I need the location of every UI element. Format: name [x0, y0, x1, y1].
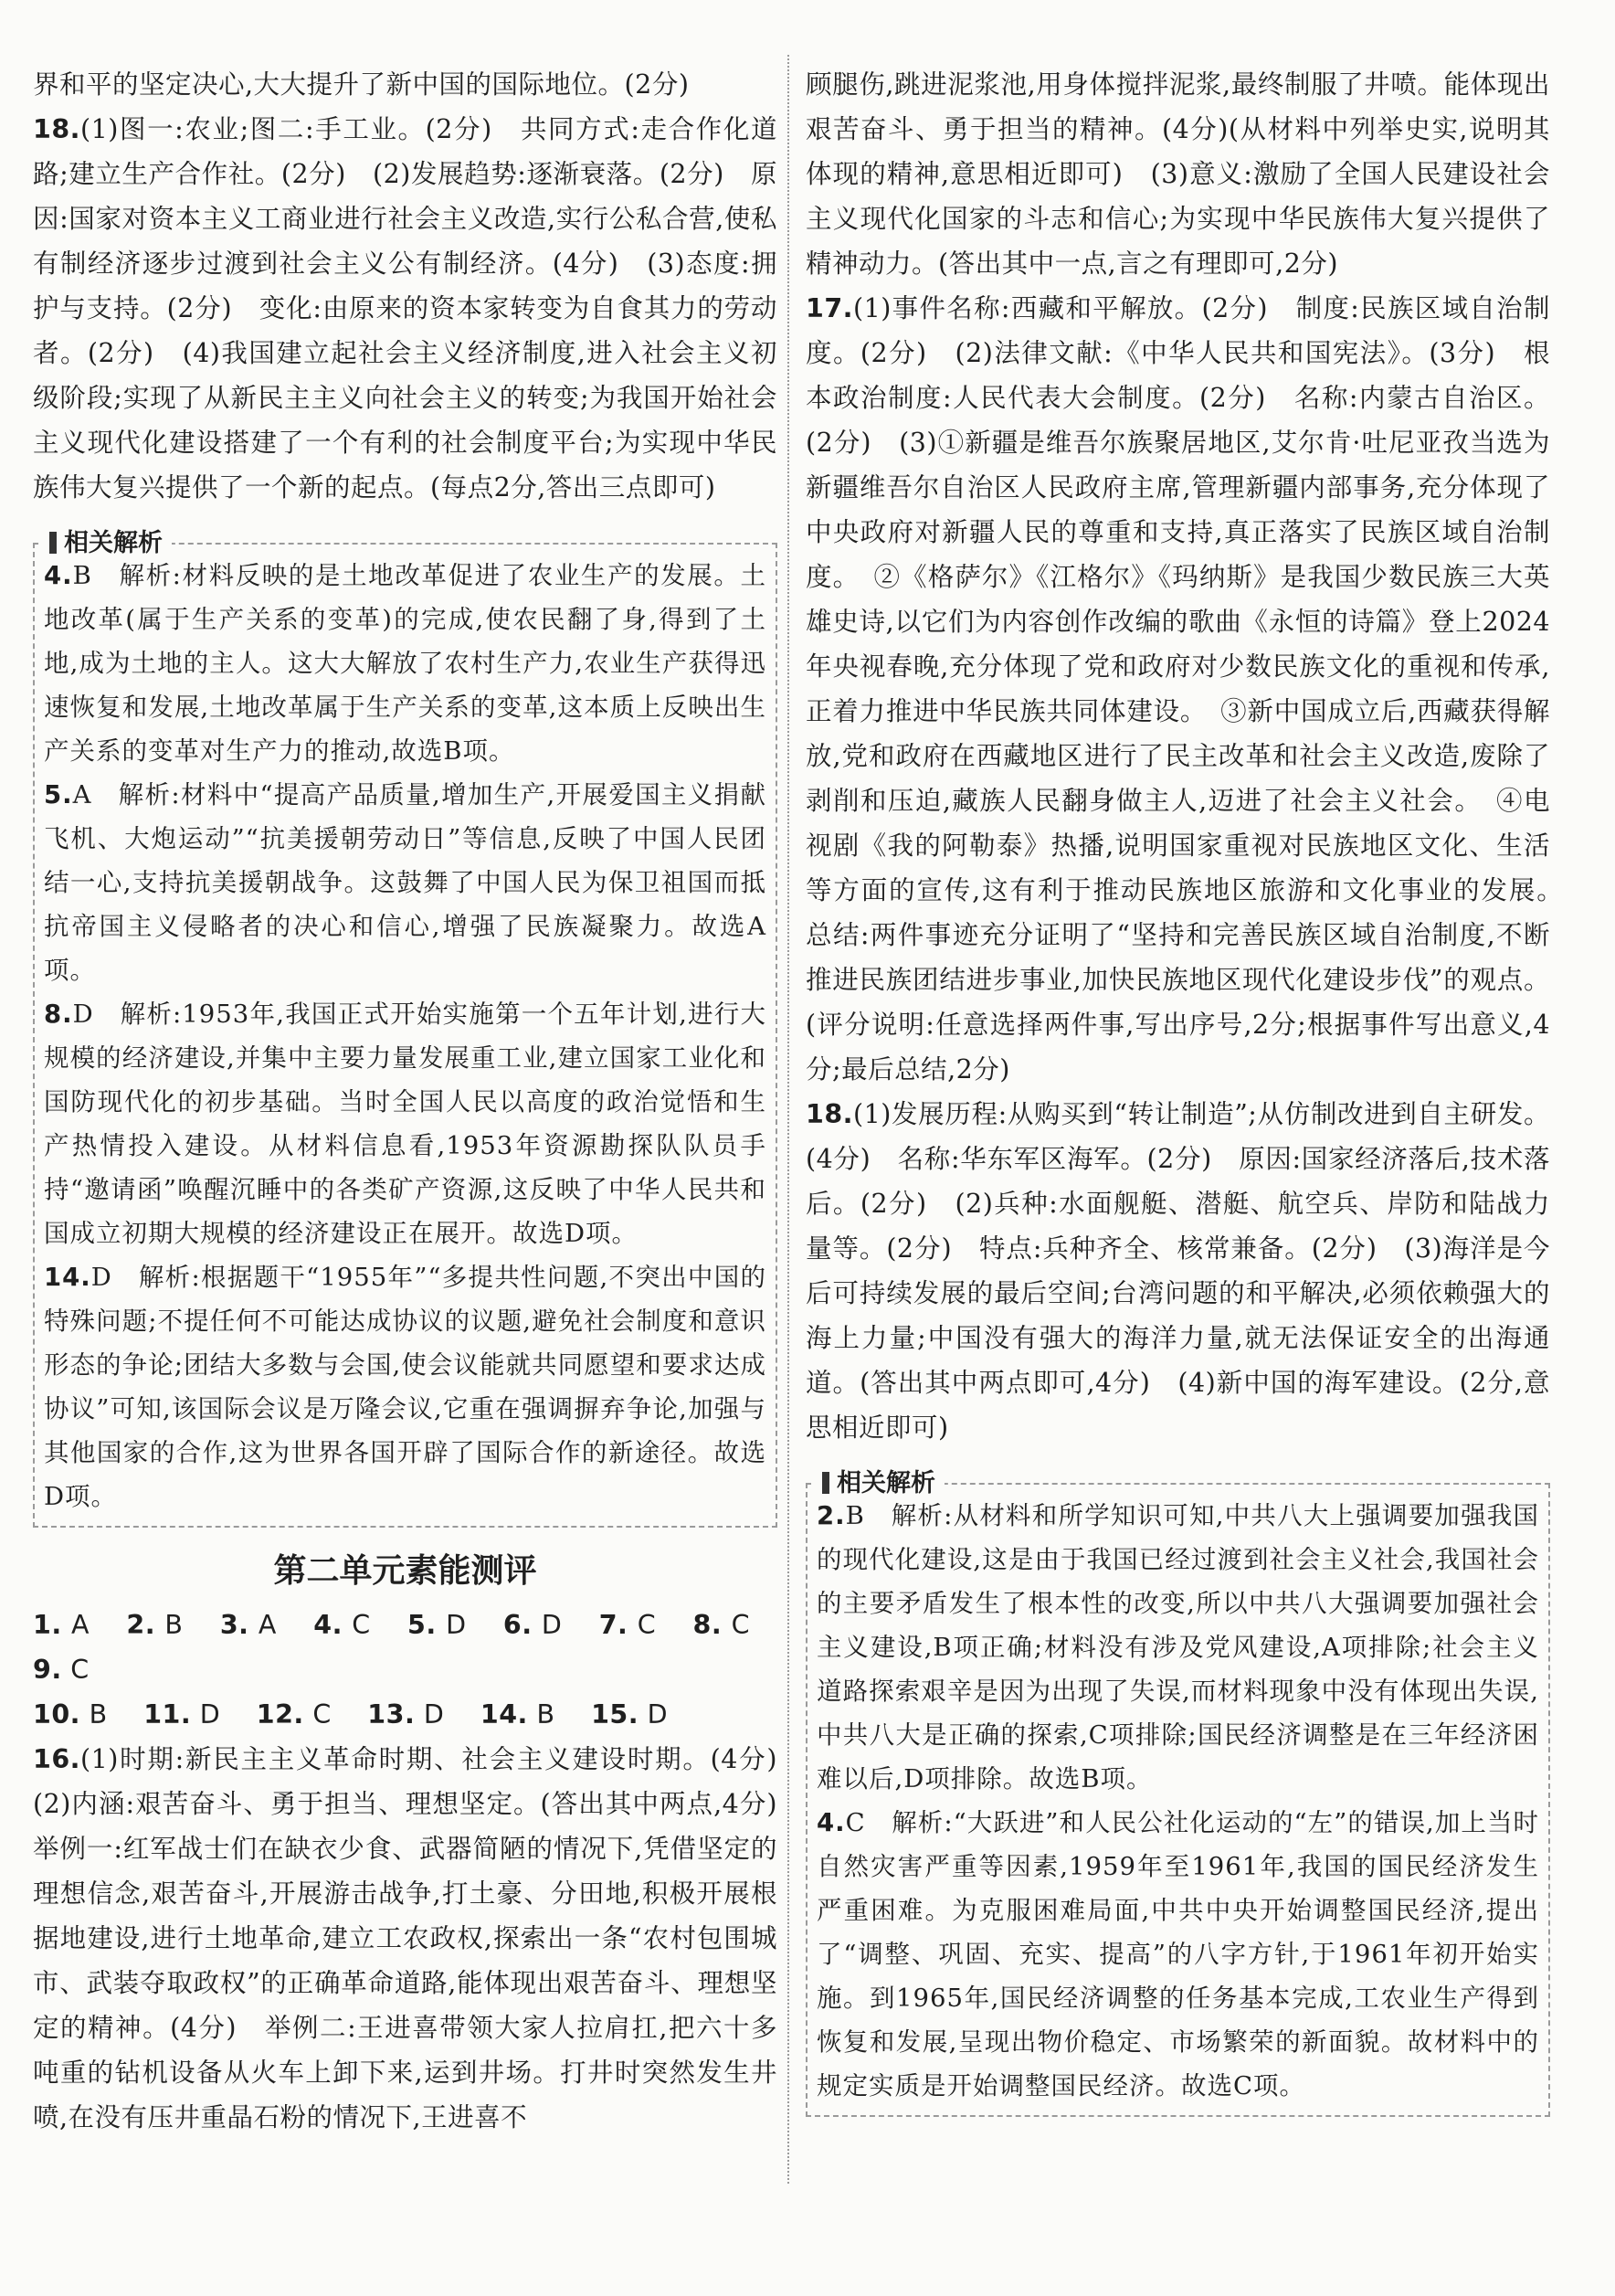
question-number: 16.	[33, 1744, 80, 1774]
question-16-answer	[33, 1737, 805, 2140]
analysis-text: D 解析:1953年,我国正式开始实施第一个五年计划,进行大规模的经济建设,并集中主要力量发展重工业,建立国家工业化和国防现代化的初步基础。当时全国人民以高度的政治觉悟和生产热情投入建设。从材料信息看,1953年资源勘探队队员手持“邀请函”唤醒沉睡中的各类矿产资源,这反映了中华人民共和国成立初期大规模的经济建设正在展开。故选D项。	[44, 1000, 766, 1248]
choice-answer: 6. D	[502, 1610, 563, 1640]
paragraph-continued: 顾腿伤,跳进泥浆池,用身体搅拌泥浆,最终制服了井喷。能体现出艰苦奋斗、勇于担当的精神。(4分)(从材料中列举史实,说明其体现的精神,意思相近即可) (3)意义:激励了全国人民建设社会主义现代化国家的斗志和信心;为实现中华民族伟大复兴提供了精神动力。(答出其中一点,言之有理即可,2分)	[806, 69, 1550, 279]
choice-answer: 14. B	[480, 1699, 555, 1730]
choice-answer: 11. D	[143, 1699, 221, 1730]
analysis-box-title: 相关解析	[40, 523, 172, 558]
question-18-answer	[33, 107, 777, 510]
right-column	[806, 62, 1578, 2117]
analysis-item	[817, 1801, 1539, 2108]
question-number: 2.	[817, 1501, 846, 1530]
choice-answer: 1. A	[33, 1610, 90, 1640]
question-number: 14.	[44, 1263, 91, 1292]
choice-answer: 5. D	[407, 1610, 467, 1640]
question-17-answer	[806, 286, 1578, 1092]
question-number: 18.	[33, 114, 80, 144]
analysis-text: C 解析:“大跃进”和人民公社化运动的“左”的错误,加上当时自然灾害严重等因素,1959年至1961年,我国的国民经济发生严重困难。为克服困难局面,中共中央开始调整国民经济,提出了“调整、巩固、充实、提高”的八字方针,于1961年初开始实施。到1965年,国民经济调整的任务基本完成,工农业生产得到恢复和发展,呈现出物价稳定、市场繁荣的新面貌。故材料中的规定实质是开始调整国民经济。故选C项。	[817, 1808, 1539, 2100]
analysis-item	[44, 1255, 766, 1518]
choice-answers-row-1	[33, 1603, 777, 1692]
choice-answer: 7. C	[598, 1610, 657, 1640]
choice-answers-row-2	[33, 1692, 777, 1737]
choice-answer: 8. C	[692, 1610, 750, 1640]
question-number: 4.	[44, 561, 73, 590]
analysis-item	[44, 992, 766, 1255]
question-number: 4.	[817, 1808, 846, 1837]
column-divider	[787, 55, 789, 2184]
choice-answer: 10. B	[33, 1699, 108, 1730]
analysis-item	[44, 554, 766, 773]
answer-text: (1)时期:新民主主义革命时期、社会主义建设时期。(4分) (2)内涵:艰苦奋斗、勇于担当、理想坚定。(答出其中两点,4分) 举例一:红军战士们在缺衣少食、武器简陋的情况下,凭借坚定的理想信念,艰苦奋斗,开展游击战争,打土豪、分田地,积极开展根据地建设,进行土地革命,建立工农政权,探索出一条“农村包围城市、武装夺取政权”的正确革命道路,能体现出艰苦奋斗、理想坚定的精神。(4分) 举例二:王进喜带领大家人拉肩扛,把六十多吨重的钻机设备从火车上卸下来,运到井场。打井时突然发生井喷,在没有压井重晶石粉的情况下,王进喜不	[33, 1744, 805, 2132]
related-analysis-box	[33, 529, 777, 1528]
analysis-item	[44, 773, 766, 992]
answer-text: (1)事件名称:西藏和平解放。(2分) 制度:民族区域自治制度。(2分) (2)法律文献:《中华人民共和国宪法》。(3分) 根本政治制度:人民代表大会制度。(2分) 名称:内蒙古自治区。(2分) (3)①新疆是维吾尔族聚居地区,艾尔肯·吐尼亚孜当选为新疆维吾尔自治区人民政府主席,管理新疆内部事务,充分体现了中央政府对新疆人民的尊重和支持,真正落实了民族区域自治制度。 ②《格萨尔》《江格尔》《玛纳斯》是我国少数民族三大英雄史诗,以它们为内容创作改编的歌曲《永恒的诗篇》登上2024年央视春晚,充分体现了党和政府对少数民族文化的重视和传承,正着力推进中华民族共同体建设。 ③新中国成立后,西藏获得解放,党和政府在西藏地区进行了民主改革和社会主义改造,废除了剥削和压迫,藏族人民翻身做主人,迈进了社会主义社会。 ④电视剧《我的阿勒泰》热播,说明国家重视对民族地区文化、生活等方面的宣传,这有利于推动民族地区旅游和文化事业的发展。 总结:两件事迹充分证明了“坚持和完善民族区域自治制度,不断推进民族团结进步事业,加快民族地区现代化建设步伐”的观点。(评分说明:任意选择两件事,写出序号,2分;根据事件写出意义,4分;最后总结,2分)	[806, 293, 1578, 1085]
analysis-text: B 解析:从材料和所学知识可知,中共八大上强调要加强我国的现代化建设,这是由于我国已经过渡到社会主义社会,我国社会的主要矛盾发生了根本性的改变,所以中共八大强调要加强社会主义建设,B项正确;材料没有涉及党风建设,A项排除;社会主义道路探索艰辛是因为出现了失误,而材料现象中没有体现出失误,中共八大是正确的探索,C项排除;国民经济调整是在三年经济困难以后,D项排除。故选B项。	[817, 1501, 1539, 1793]
choice-answer: 12. C	[256, 1699, 332, 1730]
analysis-box-title: 相关解析	[813, 1463, 945, 1498]
question-number: 18.	[806, 1099, 853, 1129]
analysis-text: D 解析:根据题干“1955年”“多提共性问题,不突出中国的特殊问题;不提任何不可能达成协议的议题,避免社会制度和意识形态的争论;团结大多数与会国,使会议能就共同愿望和要求达成协议”可知,该国际会议是万隆会议,它重在强调摒弃争论,加强与其他国家的合作,这为世界各国开辟了国际合作的新途径。故选D项。	[44, 1263, 766, 1511]
paragraph-continued: 界和平的坚定决心,大大提升了新中国的国际地位。(2分)	[33, 69, 690, 100]
section-title: 第二单元素能测评	[273, 1552, 537, 1590]
analysis-item	[817, 1494, 1539, 1801]
answer-text: (1)图一:农业;图二:手工业。(2分) 共同方式:走合作化道路;建立生产合作社。(2分) (2)发展趋势:逐渐衰落。(2分) 原因:国家对资本主义工商业进行社会主义改造,实行公私合营,使私有制经济逐步过渡到社会主义公有制经济。(4分) (3)态度:拥护与支持。(2分) 变化:由原来的资本家转变为自食其力的劳动者。(2分) (4)我国建立起社会主义经济制度,进入社会主义初级阶段;实现了从新民主主义向社会主义的转变;为我国开始社会主义现代化建设搭建了一个有利的社会制度平台;为实现中华民族伟大复兴提供了一个新的起点。(每点2分,答出三点即可)	[33, 114, 777, 503]
related-analysis-box	[806, 1469, 1550, 2117]
answer-text: (1)发展历程:从购买到“转让制造”;从仿制改进到自主研发。(4分) 名称:华东军区海军。(2分) 原因:国家经济落后,技术落后。(2分) (2)兵种:水面舰艇、潜艇、航空兵、岸防和陆战力量等。(2分) 特点:兵种齐全、核常兼备。(2分) (3)海洋是今后可持续发展的最后空间;台湾问题的和平解决,必须依赖强大的海上力量;中国没有强大的海洋力量,就无法保证安全的出海通道。(答出其中两点即可,4分) (4)新中国的海军建设。(2分,意思相近即可)	[806, 1099, 1550, 1443]
choice-answer: 9. C	[33, 1655, 90, 1685]
choice-answer: 4. C	[313, 1610, 371, 1640]
analysis-text: B 解析:材料反映的是土地改革促进了农业生产的发展。土地改革(属于生产关系的变革)的完成,使农民翻了身,得到了土地,成为土地的主人。这大大解放了农村生产力,农业生产获得迅速恢复和发展,土地改革属于生产关系的变革,这本质上反映出生产关系的变革对生产力的推动,故选B项。	[44, 561, 766, 766]
choice-answer: 13. D	[367, 1699, 445, 1730]
analysis-text: A 解析:材料中“提高产品质量,增加生产,开展爱国主义捐献飞机、大炮运动”“抗美援朝劳动日”等信息,反映了中国人民团结一心,支持抗美援朝战争。这鼓舞了中国人民为保卫祖国而抵抗帝国主义侵略者的决心和信心,增强了民族凝聚力。故选A项。	[44, 780, 766, 985]
question-number: 8.	[44, 1000, 73, 1029]
choice-answer: 15. D	[591, 1699, 669, 1730]
choice-answer: 2. B	[126, 1610, 184, 1640]
question-number: 5.	[44, 780, 73, 809]
left-column	[33, 62, 805, 2140]
question-18-answer	[806, 1092, 1550, 1450]
choice-answer: 3. A	[219, 1610, 277, 1640]
question-number: 17.	[806, 293, 853, 323]
